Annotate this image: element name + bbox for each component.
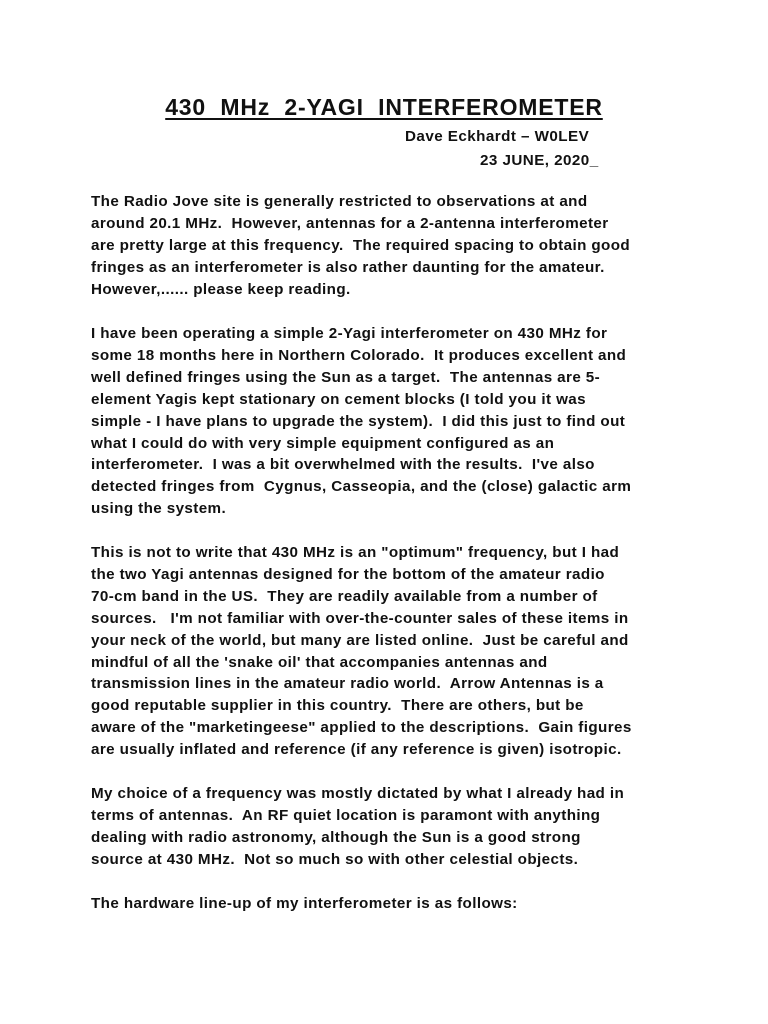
text-line: The hardware line-up of my interferometer is as follows: [91,895,518,912]
text-line: This is not to write that 430 MHz is an "optimum" frequency, but I had [91,544,620,561]
text-line: element Yagis kept stationary on cement blocks (I told you it was [91,390,586,408]
text-line: 70-cm band in the US. They are readily available from a number of [91,587,598,605]
text-line: using the system. [91,500,227,518]
text-line: what I could do with very simple equipment configured as an [91,434,555,452]
text-line: around 20.1 MHz. However, antennas for a 2-antenna interferometer [91,214,609,232]
text-line: terms of antennas. An RF quiet location is paramont with anything [91,806,601,824]
text-line: fringes as an interferometer is also rather daunting for the amateur. [91,258,605,276]
author-line: Dave Eckhardt – W0LEV [405,128,590,145]
text-line: the two Yagi antennas designed for the bottom of the amateur radio [91,565,605,583]
text-line: dealing with radio astronomy, although the Sun is a good strong [91,828,581,846]
date-line: 23 JUNE, 2020_ [480,152,599,169]
text-line: simple - I have plans to upgrade the system). I did this just to find out [91,412,626,430]
text-line: The Radio Jove site is generally restricted to observations at and [91,193,588,210]
paragraph-choice [91,783,624,871]
text-line: aware of the "marketingeese" applied to the descriptions. Gain figures [91,719,632,737]
text-line: sources. I'm not familiar with over-the-counter sales of these items in [91,609,629,627]
paragraph-radio-jove [91,191,630,301]
paragraph-frequency [91,542,632,761]
text-line: detected fringes from Cygnus, Casseopia, and the (close) galactic arm [91,478,632,496]
text-line: interferometer. I was a bit overwhelmed with the results. I've also [91,456,595,474]
text-line: transmission lines in the amateur radio world. Arrow Antennas is a [91,675,604,693]
text-line: However,...... please keep reading. [91,280,351,298]
text-line: some 18 months here in Northern Colorado. It produces excellent and [91,346,627,364]
text-line: your neck of the world, but many are listed online. Just be careful and [91,631,629,649]
paragraph-hardware [91,893,518,915]
text-line: are usually inflated and reference (if any reference is given) isotropic. [91,741,622,759]
text-line: good reputable supplier in this country. There are others, but be [91,697,584,715]
text-line: mindful of all the 'snake oil' that accompanies antennas and [91,653,548,671]
text-line: are pretty large at this frequency. The required spacing to obtain good [91,236,631,254]
paragraph-operating [91,323,631,520]
text-line: well defined fringes using the Sun as a target. The antennas are 5- [91,368,601,386]
document-title: 430 MHz 2-YAGI INTERFEROMETER [165,94,603,120]
text-line: source at 430 MHz. Not so much so with other celestial objects. [91,850,579,868]
text-line: My choice of a frequency was mostly dictated by what I already had in [91,785,625,802]
text-line: I have been operating a simple 2-Yagi interferometer on 430 MHz for [91,325,608,342]
